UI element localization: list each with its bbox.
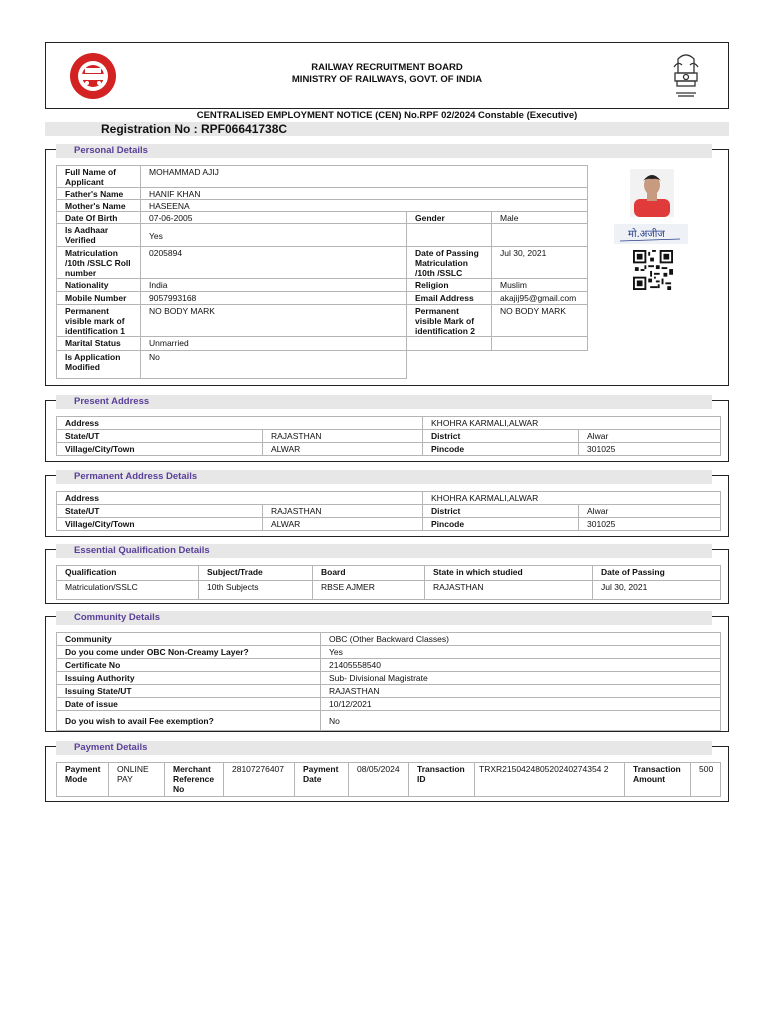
mother-name-label: Mother's Name — [57, 200, 141, 212]
permanent-district-value: Alwar — [579, 505, 721, 518]
mobile-label: Mobile Number — [57, 292, 141, 305]
community-label: Community — [57, 633, 321, 646]
authority-value: Sub- Divisional Magistrate — [321, 672, 721, 685]
issuing-state-value: RAJASTHAN — [321, 685, 721, 698]
certificate-label: Certificate No — [57, 659, 321, 672]
nationality-value: India — [141, 279, 407, 292]
permanent-pincode-label: Pincode — [423, 518, 579, 531]
present-address-value: KHOHRA KARMALI,ALWAR — [423, 417, 721, 430]
section-heading-bar — [56, 395, 712, 409]
payment-date-value: 08/05/2024 — [349, 763, 409, 797]
matric-roll-value: 0205894 — [141, 247, 407, 279]
authority-label: Issuing Authority — [57, 672, 321, 685]
modified-label: Is Application Modified — [57, 351, 141, 379]
applicant-signature — [614, 222, 688, 248]
payment-date-label: Payment Date — [295, 763, 349, 797]
board-value: RBSE AJMER — [313, 581, 425, 600]
religion-value: Muslim — [492, 279, 588, 292]
state-header: State in which studied — [425, 566, 593, 581]
mark1-value: NO BODY MARK — [141, 305, 407, 337]
blank-cell-2 — [492, 351, 588, 379]
section-heading-bar — [56, 470, 712, 484]
section-heading: Permanent Address Details — [74, 471, 198, 482]
blank-cell — [407, 351, 492, 379]
date-header: Date of Passing — [593, 566, 721, 581]
present-district-value: Alwar — [579, 430, 721, 443]
section-heading: Personal Details — [74, 145, 148, 156]
present-state-value: RAJASTHAN — [263, 430, 423, 443]
qualification-section — [45, 545, 729, 604]
ministry-name: MINISTRY OF RAILWAYS, GOVT. OF INDIA — [291, 74, 483, 85]
permanent-state-label: State/UT — [57, 505, 263, 518]
board-name: RAILWAY RECRUITMENT BOARD — [311, 62, 463, 73]
permanent-address-table — [56, 491, 721, 531]
aadhaar-label: Is Aadhaar Verified — [57, 224, 141, 247]
qualification-value: Matriculation/SSLC — [57, 581, 199, 600]
transaction-amount-value: 500 — [691, 763, 721, 797]
nationality-label: Nationality — [57, 279, 141, 292]
aadhaar-empty-cell — [407, 224, 492, 247]
section-heading: Payment Details — [74, 742, 148, 753]
applicant-photo — [630, 169, 674, 217]
mother-name-value: HASEENA — [141, 200, 588, 212]
gender-label: Gender — [407, 212, 492, 224]
header-box — [45, 42, 729, 109]
mark2-value: NO BODY MARK — [492, 305, 588, 337]
org-title — [46, 62, 728, 86]
present-address-table — [56, 416, 721, 456]
section-heading-bar — [56, 741, 712, 755]
section-heading-bar — [56, 611, 712, 625]
father-name-value: HANIF KHAN — [141, 188, 588, 200]
state-value: RAJASTHAN — [425, 581, 593, 600]
merchant-ref-value: 28107276407 — [224, 763, 295, 797]
issuing-state-label: Issuing State/UT — [57, 685, 321, 698]
present-address-section — [45, 396, 729, 462]
present-state-label: State/UT — [57, 430, 263, 443]
present-address-label: Address — [57, 417, 423, 430]
permanent-district-label: District — [423, 505, 579, 518]
qualification-table — [56, 565, 721, 600]
non-creamy-value: Yes — [321, 646, 721, 659]
email-label: Email Address — [407, 292, 492, 305]
fee-exemption-value: No — [321, 711, 721, 731]
permanent-village-label: Village/City/Town — [57, 518, 263, 531]
issue-date-value: 10/12/2021 — [321, 698, 721, 711]
aadhaar-value: Yes — [141, 224, 407, 247]
issue-date-label: Date of issue — [57, 698, 321, 711]
community-table — [56, 632, 721, 731]
transaction-id-label: Transaction ID — [409, 763, 475, 797]
personal-details-section — [45, 145, 729, 386]
marital-empty-cell — [407, 337, 492, 351]
non-creamy-label: Do you come under OBC Non-Creamy Layer? — [57, 646, 321, 659]
registration-number: Registration No : RPF06641738C — [101, 122, 288, 136]
date-value: Jul 30, 2021 — [593, 581, 721, 600]
present-pincode-label: Pincode — [423, 443, 579, 456]
present-village-label: Village/City/Town — [57, 443, 263, 456]
aadhaar-empty-cell-2 — [492, 224, 588, 247]
mark2-label: Permanent visible Mark of identification 2 — [407, 305, 492, 337]
dob-value: 07-06-2005 — [141, 212, 407, 224]
full-name-value: MOHAMMAD AJIJ — [141, 166, 588, 188]
father-name-label: Father's Name — [57, 188, 141, 200]
mobile-value: 9057993168 — [141, 292, 407, 305]
cen-notice-line: CENTRALISED EMPLOYMENT NOTICE (CEN) No.RPF 02/2024 Constable (Executive) — [196, 110, 578, 121]
permanent-village-value: ALWAR — [263, 518, 423, 531]
religion-label: Religion — [407, 279, 492, 292]
signature-text: मो.अजीज — [628, 229, 665, 240]
section-heading: Community Details — [74, 612, 161, 623]
payment-section — [45, 742, 729, 802]
transaction-amount-label: Transaction Amount — [625, 763, 691, 797]
certificate-value: 21405558540 — [321, 659, 721, 672]
mark1-label: Permanent visible mark of identification 1 — [57, 305, 141, 337]
section-heading: Essential Qualification Details — [74, 545, 210, 556]
matric-date-value: Jul 30, 2021 — [492, 247, 588, 279]
matric-roll-label: Matriculation /10th /SSLC Roll number — [57, 247, 141, 279]
transaction-id-value: TRXR215042480520240274354 2 — [475, 763, 625, 797]
section-heading: Present Address — [74, 396, 150, 407]
dob-label: Date Of Birth — [57, 212, 141, 224]
section-heading-bar — [56, 144, 712, 158]
present-village-value: ALWAR — [263, 443, 423, 456]
qr-code-icon — [632, 250, 674, 290]
merchant-ref-label: Merchant Reference No — [165, 763, 224, 797]
modified-value: No — [141, 351, 407, 379]
qualification-header: Qualification — [57, 566, 199, 581]
payment-mode-label: Payment Mode — [57, 763, 109, 797]
marital-empty-cell-2 — [492, 337, 588, 351]
community-value: OBC (Other Backward Classes) — [321, 633, 721, 646]
email-value: akajij95@gmail.com — [492, 292, 588, 305]
personal-details-table — [56, 165, 588, 379]
section-heading-bar — [56, 544, 712, 558]
permanent-pincode-value: 301025 — [579, 518, 721, 531]
fee-exemption-label: Do you wish to avail Fee exemption? — [57, 711, 321, 731]
community-section — [45, 612, 729, 732]
board-header: Board — [313, 566, 425, 581]
subject-value: 10th Subjects — [199, 581, 313, 600]
matric-date-label: Date of Passing Matriculation /10th /SSLC — [407, 247, 492, 279]
registration-bar — [45, 122, 729, 136]
permanent-state-value: RAJASTHAN — [263, 505, 423, 518]
permanent-address-label: Address — [57, 492, 423, 505]
national-emblem-icon — [666, 51, 706, 103]
present-pincode-value: 301025 — [579, 443, 721, 456]
permanent-address-section — [45, 471, 729, 537]
present-district-label: District — [423, 430, 579, 443]
payment-table — [56, 762, 721, 797]
subject-header: Subject/Trade — [199, 566, 313, 581]
permanent-address-value: KHOHRA KARMALI,ALWAR — [423, 492, 721, 505]
full-name-label: Full Name of Applicant — [57, 166, 141, 188]
marital-label: Marital Status — [57, 337, 141, 351]
payment-mode-value: ONLINE PAY — [109, 763, 165, 797]
marital-value: Unmarried — [141, 337, 407, 351]
gender-value: Male — [492, 212, 588, 224]
